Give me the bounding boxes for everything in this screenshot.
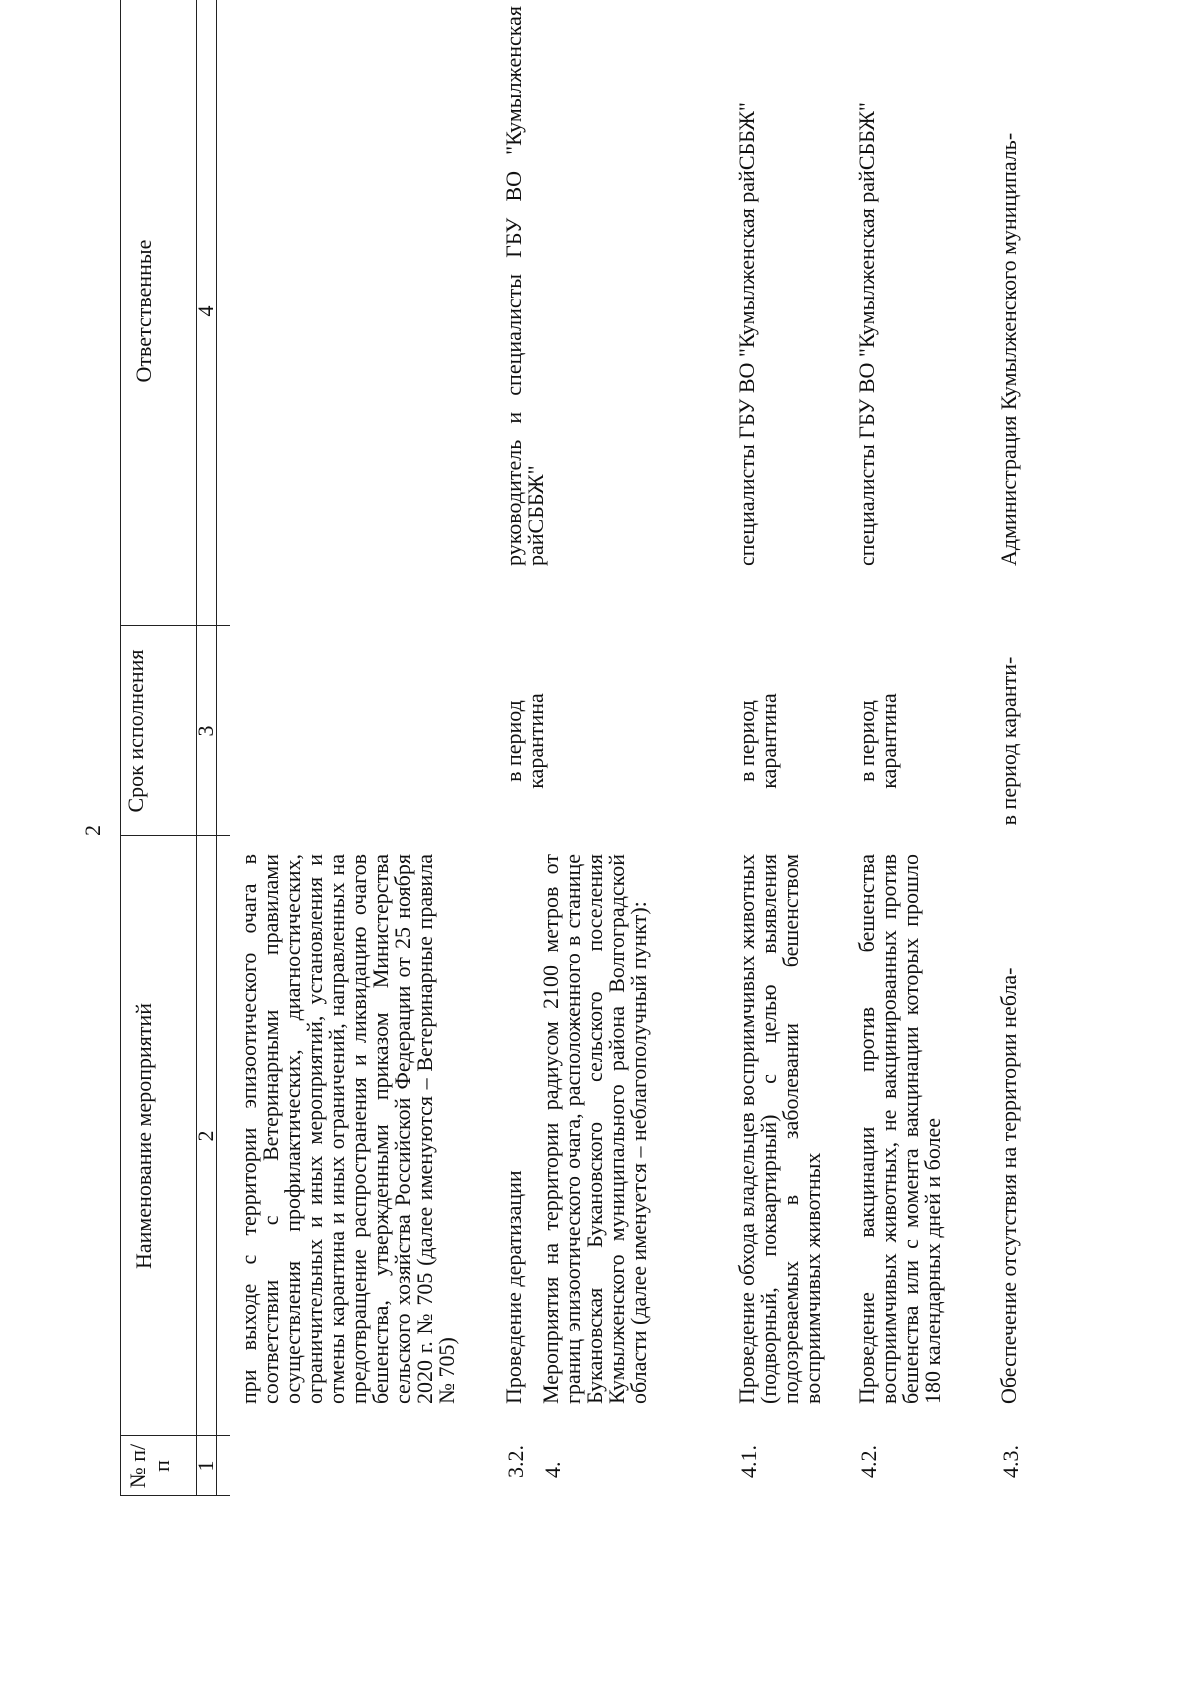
col-divider-2 xyxy=(120,835,230,836)
page-number: 2 xyxy=(80,825,105,836)
col-header-number: № п/п xyxy=(125,1443,174,1489)
row-4-1-number: 4.1. xyxy=(736,1445,761,1478)
col-index-4: 4 xyxy=(193,305,218,317)
col-index-3: 3 xyxy=(193,725,218,737)
table-header xyxy=(120,0,230,1496)
row-3-2-name: Проведение дератизации xyxy=(501,1170,526,1404)
row-4-1-name: Проведение обхода владельцев восприимчивых животных (подворный, поквартирный) с целью выявления подозреваемых в заболевании бешенством восприимчивых животных xyxy=(734,854,825,1404)
col-index-1: 1 xyxy=(193,1460,218,1472)
row-3-2-number: 3.2. xyxy=(503,1445,528,1478)
row-4-1-term: в период карантина xyxy=(734,693,781,789)
row-4-number: 4. xyxy=(540,1461,565,1478)
row-3-2-term: в период карантина xyxy=(501,693,548,789)
header-top-rule xyxy=(120,0,121,1496)
row-4-1-responsible: специалисты ГБУ ВО "Кумылженская райСББЖ" xyxy=(734,102,759,566)
row-4-2-name: Проведение вакцинации против бешенства восприимчивых животных, не вакцинированных против бешенства или с момента вакцинации которых прошло 180 календарных дней и более xyxy=(854,854,945,1404)
row-4-3-term: в период каранти- xyxy=(996,656,1021,826)
row-4-name: Мероприятия на территории радиусом 2100 метров от границ эпизоотического очага, расположенного в станице Букановская Букановского сельского поселения Кумылженского муниципального района Волгоградской области (далее именуется – неблагополучный пункт): xyxy=(538,854,651,1404)
row-4-3-responsible: Администрация Кумылженского муниципаль- xyxy=(996,132,1021,566)
col-header-name: Наименование мероприятий xyxy=(131,1002,156,1270)
row-3-2-responsible: руководитель и специалисты ГБУ ВО "Кумылженская райСББЖ" xyxy=(501,6,548,566)
col-header-responsible: Ответственные xyxy=(131,239,156,383)
row-4-3-number: 4.3. xyxy=(998,1445,1023,1478)
col-divider-0 xyxy=(120,1495,230,1496)
col-header-term: Срок исполнения xyxy=(123,649,148,813)
col-divider-1 xyxy=(120,1435,230,1436)
col-divider-3 xyxy=(120,625,230,626)
row-4-2-responsible: специалисты ГБУ ВО "Кумылженская райСББЖ" xyxy=(854,102,879,566)
row-continuation-name: при выходе с территории эпизоотического очага в соответствии с Ветеринарными правилами осуществления профилактических, диагностических, ограничительных и иных мероприятий, установления и отмены карантина и иных ограничений, направленных на предотвращение распространения и ликвидацию очагов бешенства, утвержденными приказом Министерства сельского хозяйства Российской Федерации от 25 ноября 2020 г. № 705 (далее именуются – Ветеринарные правила № 705) xyxy=(236,854,459,1404)
row-4-2-term: в период карантина xyxy=(854,693,901,789)
col-index-2: 2 xyxy=(193,1130,218,1142)
row-4-2-number: 4.2. xyxy=(856,1445,881,1478)
row-4-3-name: Обеспечение отсутствия на территории небла- xyxy=(996,967,1021,1404)
